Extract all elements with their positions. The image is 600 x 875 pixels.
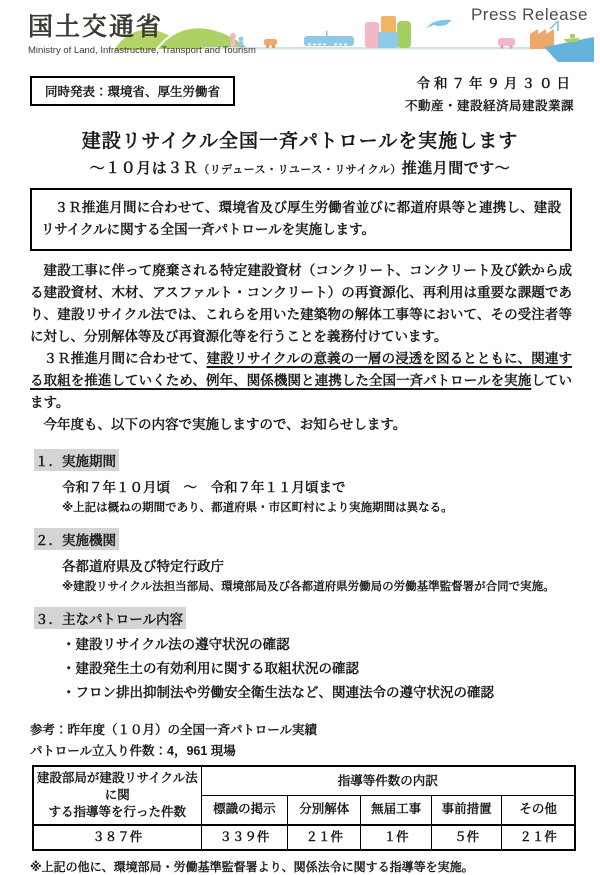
- summary-box: ３Ｒ推進月間に合わせて、環境省及び厚生労働省並びに都道府県等と連携し、建設リサイクルに関する全国一斉パトロールを実施します。: [30, 188, 572, 251]
- car-graphic: [264, 39, 277, 48]
- patrol-results-table: [32, 765, 576, 851]
- table-col-header-4: 事前措置: [431, 795, 501, 824]
- reference-line-2: パトロール立入り件数：4，961 現場: [30, 743, 236, 758]
- subtitle-suffix: 推進月間です～: [401, 160, 511, 177]
- paragraph-2: [30, 348, 572, 414]
- page-subtitle: [0, 157, 600, 178]
- buildings-graphic: [365, 16, 411, 48]
- ship-icon: [564, 34, 580, 42]
- paragraph-1: 建設工事に伴って廃棄される特定建設資材（コンクリート、コンクリート及び鉄から成る建設資材、木材、アスファルト・コンクリート）の再資源化、再利用は重要な課題であり、建設リサイクル法では、これらを用いた建築物の解体工事等において、その受注者等に対し、分別解体等及び再資源化等を行うことを義務付けています。: [30, 262, 572, 344]
- page-title: 建設リサイクル全国一斉パトロールを実施します: [81, 131, 519, 152]
- subtitle-paren: （リデュース・リユース・リサイクル）: [198, 164, 402, 176]
- ministry-name-en: Ministry of Land, Infrastructure, Transport and Tourism: [28, 44, 256, 56]
- date-block: [405, 72, 574, 114]
- section-1-note: ※上記は概ねの期間であり、都道府県・市区町村により実施期間は異なる。: [62, 501, 453, 514]
- section-implementation-period: [34, 449, 572, 515]
- joint-announcement-box: 同時発表：環境省、厚生労働省: [30, 76, 235, 106]
- section-2-heading: ２．実施機関: [34, 528, 119, 550]
- factory-graphic: [530, 21, 558, 49]
- paragraph-2-prefix: ３Ｒ推進月間に合わせて、: [43, 350, 207, 366]
- table-value-4: ５件: [431, 825, 501, 850]
- table-value-1: ３３９件: [201, 825, 288, 850]
- header: [0, 0, 600, 66]
- table-left-header: [33, 766, 201, 825]
- patrol-bullet-2: ・建設発生土の有効利用に関する取組状況の確認: [62, 661, 359, 677]
- table-left-value: ３８７件: [33, 825, 201, 850]
- table-col-header-5: その他: [502, 795, 575, 824]
- reference-line-1: 参考：昨年度（１０月）の全国一斉パトロール実績: [30, 722, 318, 737]
- press-release-label: Press Release: [470, 5, 588, 24]
- airplane-icon: [426, 20, 452, 28]
- patrol-bullet-list: [62, 633, 572, 706]
- table-col-header-3: 無届工事: [361, 795, 431, 824]
- section-implementing-agencies: [34, 528, 572, 594]
- table-value-5: ２１件: [502, 825, 575, 850]
- table-data-row: [33, 825, 575, 850]
- table-left-header-line-2: する指導等を行った件数: [48, 804, 187, 819]
- section-3-heading: ３．主なパトロール内容: [34, 607, 186, 629]
- ministry-logo: [28, 14, 256, 56]
- title-block: [0, 126, 600, 178]
- table-value-2: ２１件: [288, 825, 361, 850]
- release-date: 令和７年９月３０日: [416, 76, 574, 91]
- table-col-header-2: 分別解体: [288, 795, 361, 824]
- reference-block: [30, 720, 572, 763]
- paragraph-2-suffix: しています。: [30, 372, 573, 410]
- subtitle-prefix: ～１０月は３Ｒ: [89, 160, 199, 177]
- paragraph-2-underlined: 建設リサイクルの意義の一層の浸透を図るとともに、関連する取組を推進していくため、例年、関係機関と連携した全国一斉パトロールを実施: [30, 350, 572, 388]
- train-graphic: [304, 31, 354, 46]
- section-2-content: 各都道府県及び特定行政庁: [62, 558, 224, 574]
- patrol-bullet-3: ・フロン排出抑制法や労働安全衛生法など、関連法令の遵守状況の確認: [62, 685, 494, 701]
- section-patrol-contents: [34, 607, 572, 706]
- section-2-note: ※建設リサイクル法担当部局、環境部局及び各都道府県労働局の労働基準監督署が合同で実施。: [62, 580, 555, 593]
- department-name: 不動産・建設経済局建設業課: [404, 99, 574, 113]
- table-value-3: １件: [361, 825, 431, 850]
- section-1-heading: １．実施期間: [34, 449, 119, 471]
- table-header-row-1: [33, 766, 575, 795]
- meta-row: [0, 66, 600, 114]
- ministry-name-ja: 国土交通省: [28, 13, 164, 41]
- table-col-header-1: 標識の掲示: [201, 795, 288, 824]
- table-group-header: 指導等件数の内訳: [201, 766, 575, 795]
- table-left-header-line-1: 建設部局が建設リサイクル法に関: [36, 771, 198, 802]
- table-footnote: ※上記の他に、環境部局・労働基準監督署より、関係法令に関する指導等を実施。: [30, 859, 474, 874]
- paragraph-3: 今年度も、以下の内容で実施しますので、お知らせします。: [43, 416, 407, 432]
- patrol-bullet-1: ・建設リサイクル法の遵守状況の確認: [62, 636, 290, 652]
- body-text: [30, 260, 572, 436]
- section-1-content: 令和７年１０月頃 ～ 令和７年１１月頃まで: [62, 479, 346, 495]
